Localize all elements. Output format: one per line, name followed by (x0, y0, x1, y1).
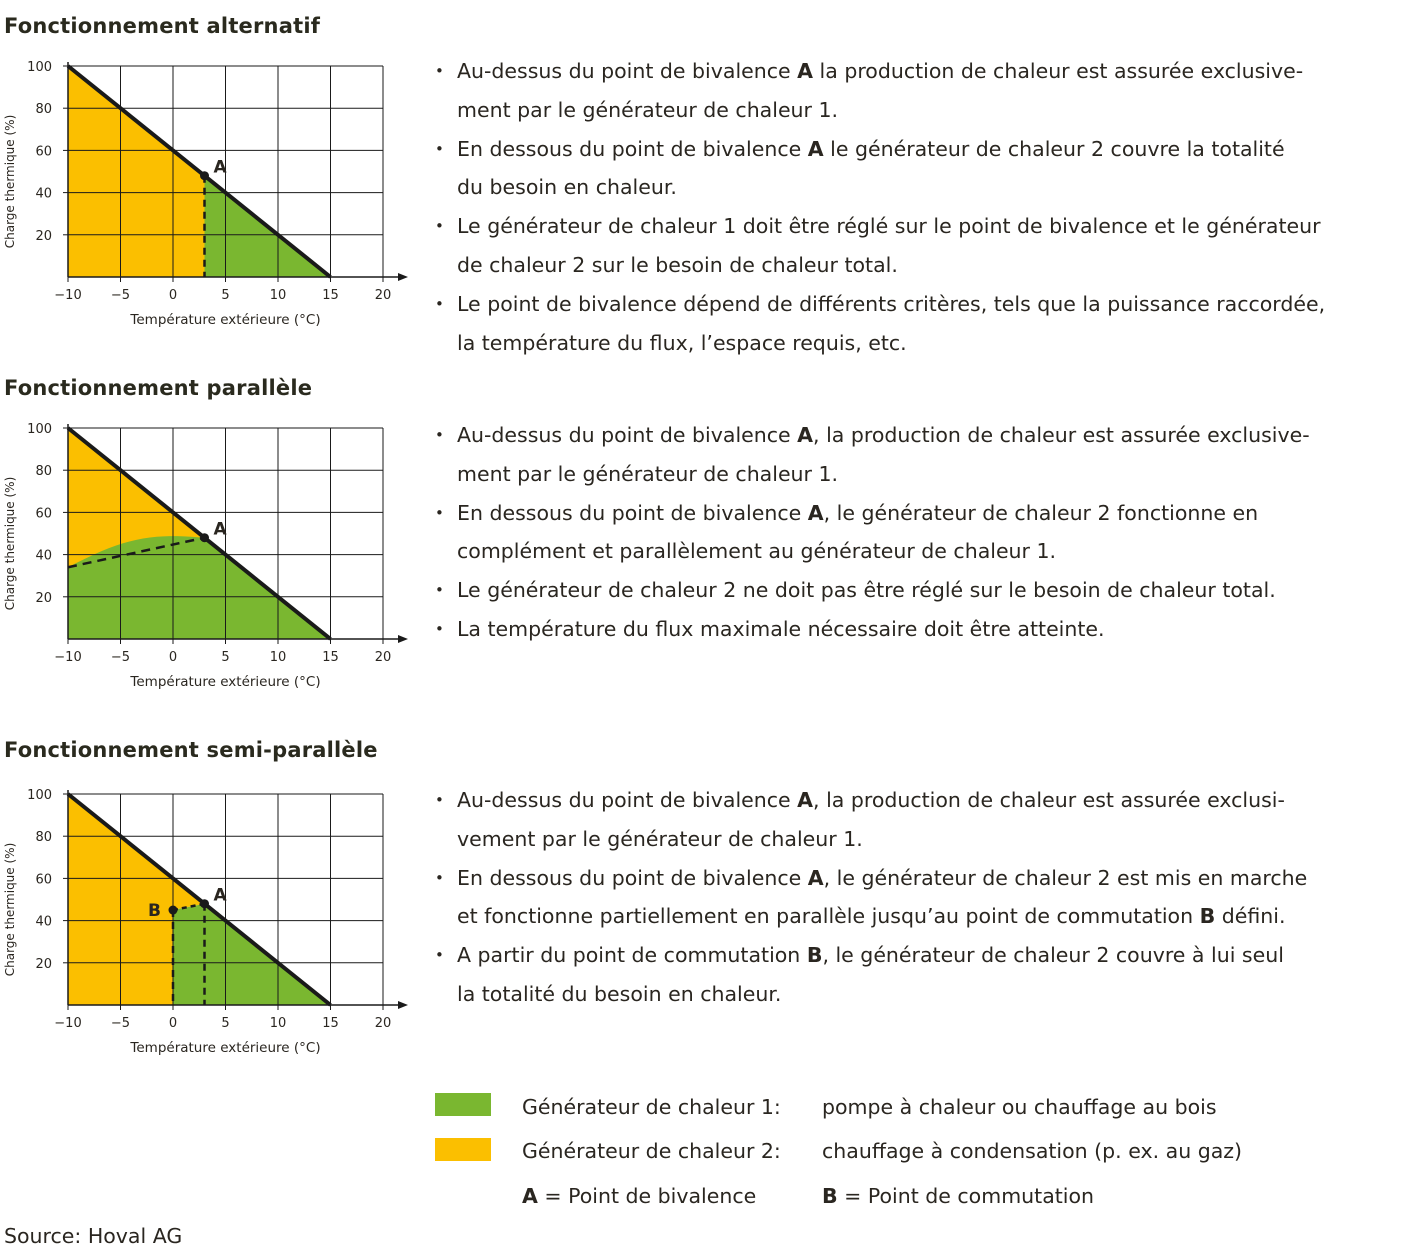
bullets-semi-parallele (433, 781, 1418, 1014)
point-b (169, 906, 178, 915)
x-tick-label: −10 (54, 1016, 82, 1031)
x-tick-label: 10 (269, 1016, 287, 1031)
x-tick-label: 10 (269, 650, 287, 665)
source-credit: Source: Hoval AG (4, 1224, 183, 1248)
x-tick-label: 0 (168, 288, 178, 303)
x-tick-label: −10 (54, 650, 82, 665)
y-axis-label: Charge thermique (%) (3, 842, 17, 977)
legend-swatch-generator2 (435, 1138, 491, 1161)
point-a (200, 171, 209, 180)
y-axis-label: Charge thermique (%) (3, 114, 17, 249)
x-tick-label: 0 (168, 1016, 178, 1031)
y-tick-label: 80 (35, 464, 52, 480)
bullet-item: • La température du flux maximale nécessaire doit être atteinte. (435, 616, 1105, 641)
bullet-item: • En dessous du point de bivalence A, le générateur de chaleur 2 fonctionne en complément et parallèlement au générateur de chaleur 1. (435, 500, 1259, 564)
x-tick-label: 15 (322, 650, 339, 665)
y-tick-label: 100 (27, 422, 52, 437)
chart-parallele-svg (0, 410, 415, 750)
x-tick-label: 15 (322, 1016, 339, 1031)
x-tick-label: −5 (110, 650, 131, 665)
y-axis-label: Charge thermique (%) (3, 476, 17, 611)
x-tick-label: 5 (221, 1016, 230, 1031)
legend-label-generator2: Générateur de chaleur 2: (522, 1139, 781, 1163)
x-tick-label: 20 (374, 650, 392, 665)
x-tick-label: −10 (54, 288, 82, 303)
y-tick-label: 60 (35, 872, 52, 888)
y-tick-label: 40 (35, 914, 52, 930)
chart-alternatif-svg (0, 48, 415, 388)
x-tick-label: 20 (374, 1016, 392, 1031)
x-axis-label: Température extérieure (°C) (130, 1040, 321, 1056)
section-title-semi-parallele: Fonctionnement semi-parallèle (4, 738, 378, 762)
x-tick-label: −5 (110, 288, 131, 303)
section-title-alternatif: Fonctionnement alternatif (4, 14, 321, 38)
x-tick-label: 0 (168, 650, 178, 665)
y-tick-label: 80 (35, 102, 52, 118)
bullet-item: • En dessous du point de bivalence A, le générateur de chaleur 2 est mis en marche et fonctionne partiellement en parallèle jusqu’au point de commutation B défini. (435, 865, 1308, 929)
x-tick-label: 10 (269, 288, 287, 303)
x-axis-label: Température extérieure (°C) (130, 674, 321, 690)
y-tick-label: 100 (27, 788, 52, 803)
bullets-alternatif (433, 52, 1418, 362)
area-generator2 (68, 66, 205, 277)
x-axis-label: Température extérieure (°C) (130, 312, 321, 328)
section-title-parallele: Fonctionnement parallèle (4, 376, 313, 400)
point-label-a: A (213, 519, 227, 540)
x-axis-arrow (398, 635, 408, 643)
chart-semi-parallele-svg (0, 776, 415, 1116)
y-tick-label: 60 (35, 144, 52, 160)
bullet-item: • Au-dessus du point de bivalence A la production de chaleur est assurée exclusive- ment par le générateur de chaleur 1. (435, 59, 1304, 122)
bullet-item: • A partir du point de commutation B, le générateur de chaleur 2 couvre à lui seul la totalité du besoin en chaleur. (435, 943, 1284, 1006)
legend-desc-generator1: pompe à chaleur ou chauffage au bois (822, 1095, 1217, 1119)
bullet-item: • Au-dessus du point de bivalence A, la production de chaleur est assurée exclusi- vement par le générateur de chaleur 1. (435, 788, 1285, 851)
legend-key-bivalence: A = Point de bivalence (522, 1184, 757, 1208)
point-label-a: A (213, 885, 227, 906)
x-axis-arrow (398, 273, 408, 281)
legend-key-commutation: B = Point de commutation (822, 1184, 1095, 1208)
bullet-item: • Le générateur de chaleur 2 ne doit pas être réglé sur le besoin de chaleur total. (435, 578, 1276, 603)
x-axis-arrow (398, 1001, 408, 1009)
x-tick-label: 5 (221, 650, 230, 665)
legend-desc-generator2: chauffage à condensation (p. ex. au gaz) (822, 1139, 1243, 1163)
chart-alternatif (0, 48, 415, 388)
point-a (200, 533, 209, 542)
y-tick-label: 20 (35, 956, 52, 972)
bullet-item: • En dessous du point de bivalence A le générateur de chaleur 2 couvre la totalité du besoin en chaleur. (435, 136, 1285, 200)
y-tick-label: 100 (27, 60, 52, 75)
point-label-b: B (148, 901, 161, 922)
bullet-item: • Le générateur de chaleur 1 doit être réglé sur le point de bivalence et le générateur de chaleur 2 sur le besoin de chaleur total. (435, 214, 1321, 277)
y-tick-label: 40 (35, 186, 52, 202)
y-tick-label: 20 (35, 228, 52, 244)
y-tick-label: 20 (35, 590, 52, 606)
y-tick-label: 40 (35, 548, 52, 564)
x-tick-label: −5 (110, 1016, 131, 1031)
chart-semi-parallele (0, 776, 415, 1116)
bullet-item: • Le point de bivalence dépend de différents critères, tels que la puissance raccordée, la température du flux, l’espace requis, etc. (435, 291, 1326, 355)
y-tick-label: 80 (35, 830, 52, 846)
x-tick-label: 15 (322, 288, 339, 303)
point-label-a: A (213, 157, 227, 178)
point-a (200, 899, 209, 908)
bullet-item: • Au-dessus du point de bivalence A, la production de chaleur est assurée exclusive- ment par le générateur de chaleur 1. (435, 423, 1310, 486)
y-tick-label: 60 (35, 506, 52, 522)
x-tick-label: 5 (221, 288, 230, 303)
area-generator1 (68, 536, 331, 639)
bullets-parallele (433, 416, 1418, 649)
area-generator1 (173, 904, 331, 1005)
chart-parallele (0, 410, 415, 750)
x-tick-label: 20 (374, 288, 392, 303)
legend-label-generator1: Générateur de chaleur 1: (522, 1095, 781, 1119)
legend-swatch-generator1 (435, 1093, 491, 1116)
